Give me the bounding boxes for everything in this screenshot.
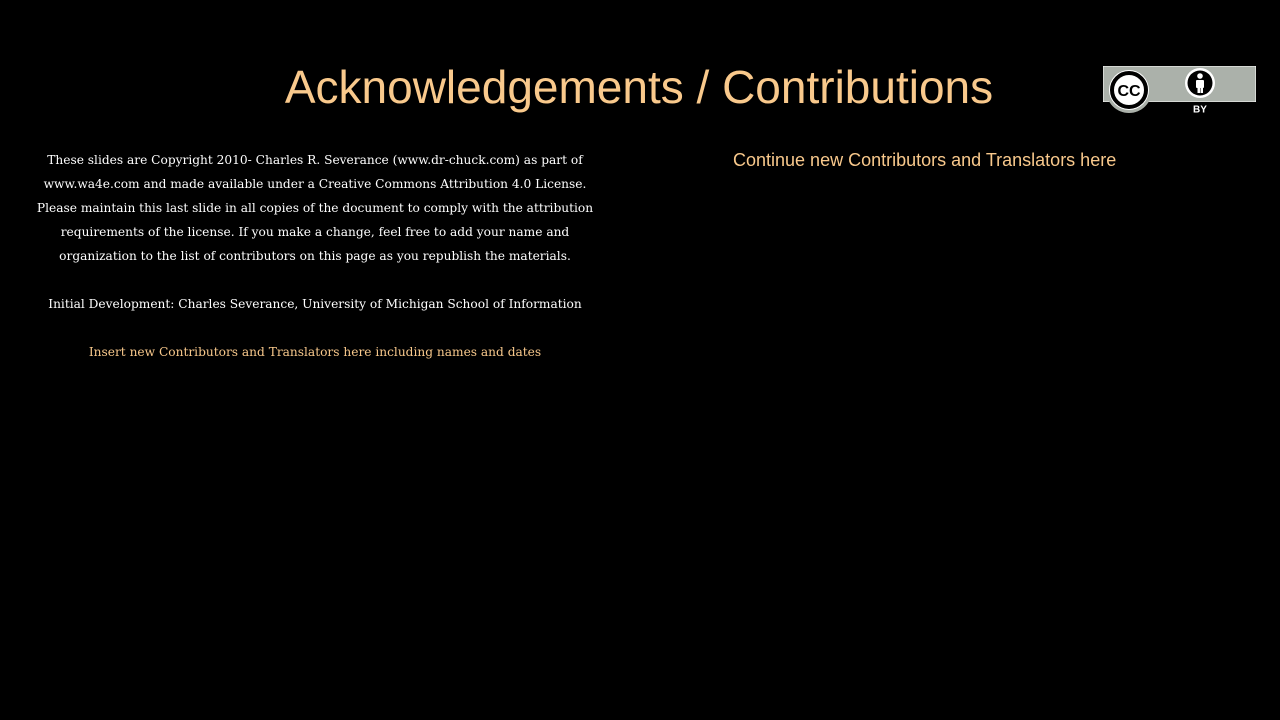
right-column-contributors: Continue new Contributors and Translators here [733,150,1117,170]
cc-label: CC [1117,83,1141,100]
left-column [36,148,594,364]
initial-development-credit: Initial Development: Charles Severance, University of Michigan School of Information [48,297,582,311]
slide-title: Acknowledgements / Contributions [284,61,994,113]
creative-commons-by-icon [1103,66,1256,114]
insert-contributors-note: Insert new Contributors and Translators here including names and dates [88,345,542,359]
by-label: BY [1193,104,1207,114]
copyright-paragraph: These slides are Copyright 2010- Charles R. Severance (www.dr-chuck.com) as part of www.wa4e.com and made available under a Creative Commons Attribution 4.0 License. Please maintain this last slide in all copies of the document to comply with the attribution requirements of the license. If you make a change, feel free to add your name and organization to the list of contributors on this page as you republish the materials. [36,153,594,263]
